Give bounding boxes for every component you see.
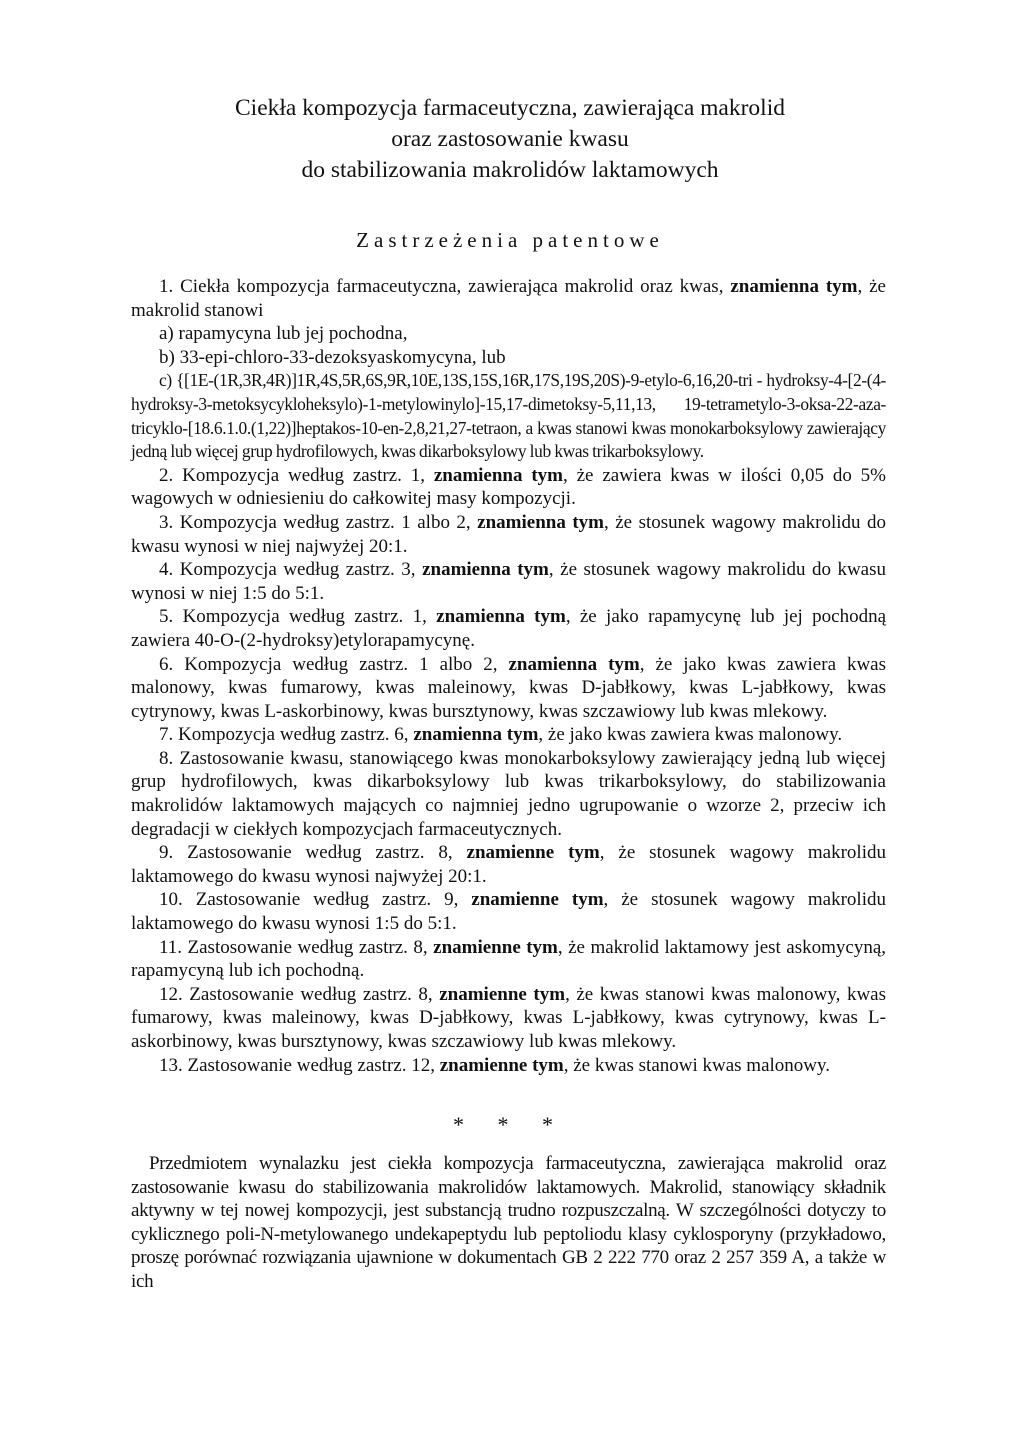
claim-12: 12. Zastosowanie według zastrz. 8, znamienne tym, że kwas stanowi kwas malonowy, kwas fumarowy, kwas maleinowy, kwas D-jabłkowy, kwas L-jabłkowy, kwas cytrynowy, kwas L-askorbinowy, kwas bursztynowy, kwas szczawiowy lub kwas mlekowy.	[131, 983, 886, 1052]
claim-3: 3. Kompozycja według zastrz. 1 albo 2, znamienna tym, że stosunek wagowy makrolidu do kwasu wynosi w niej najwyżej 20:1.	[131, 511, 886, 557]
claim-1-option-a: a) rapamycyna lub jej pochodna,	[159, 323, 408, 345]
title-line-1: Ciekła kompozycja farmaceutyczna, zawierająca makrolid	[234, 95, 785, 121]
claim-11: 11. Zastosowanie według zastrz. 8, znamienne tym, że makrolid laktamowy jest askomycyną, rapamycyną lub ich pochodną.	[131, 936, 887, 982]
title-line-3: do stabilizowania makrolidów laktamowych	[301, 157, 719, 183]
section-separator: * * *	[453, 1112, 567, 1137]
claim-1-option-c: c) {[1E-(1R,3R,4R)]1R,4S,5R,6S,9R,10E,13S,15S,16R,17S,19S,20S)-9-etylo-6,16,20-tri - hydroksy-4-[2-(4-hydroksy-3-metoksycykloheksylo)-1-metylowinylo]-15,17-dimetoksy-5,11,13, 19-tetrametylo-3-oksa-22-aza-tricyklo-[18.6.1.0.(1,22)]heptakos-10-en-2,8,21,27-tetraon, a kwas stanowi kwas monokarboksylowy zawierający jedną lub więcej grup hydrofilowych, kwas dikarboksylowy lub kwas trikarboksylowy.	[131, 370, 886, 462]
description-section	[131, 1152, 886, 1294]
claim-5: 5. Kompozycja według zastrz. 1, znamienna tym, że jako rapamycynę lub jej pochodną zawiera 40-O-(2-hydroksy)etylorapamycynę.	[131, 606, 887, 651]
document-title	[110, 93, 910, 186]
section-heading: Zastrzeżenia patentowe	[356, 228, 664, 252]
claim-6: 6. Kompozycja według zastrz. 1 albo 2, znamienna tym, że jako kwas zawiera kwas malonowy, kwas fumarowy, kwas maleinowy, kwas D-jabłkowy, kwas L-jabłkowy, kwas cytrynowy, kwas L-askorbinowy, kwas bursztynowy, kwas szczawiowy lub kwas mlekowy.	[131, 653, 887, 722]
claims-list	[131, 275, 886, 1077]
claim-7: 7. Kompozycja według zastrz. 6, znamienna tym, że jako kwas zawiera kwas malonowy.	[159, 724, 843, 746]
claim-1-option-b: b) 33-epi-chloro-33-dezoksyaskomycyna, lub	[159, 346, 506, 368]
claim-2: 2. Kompozycja według zastrz. 1, znamienna tym, że zawiera kwas w ilości 0,05 do 5% wagowych w odniesieniu do całkowitej masy kompozycji.	[131, 464, 887, 510]
claim-8: 8. Zastosowanie kwasu, stanowiącego kwas monokarboksylowy zawierający jedną lub więcej grup hydrofilowych, kwas dikarboksylowy lub kwas trikarboksylowy, do stabilizowania makrolidów laktamowych mających co najmniej jedno ugrupowanie o wzorze 2, przeciw ich degradacji w ciekłych kompozycjach farmaceutycznych.	[131, 747, 886, 840]
description-paragraph: Przedmiotem wynalazku jest ciekła kompozycja farmaceutyczna, zawierająca makrolid oraz zastosowanie kwasu do stabilizowania makrolidów laktamowych. Makrolid, stanowiący składnik aktywny w tej nowej kompozycji, jest substancją trudno rozpuszczalną. W szczególności dotyczy to cyklicznego poli-N-metylowanego undekapeptydu lub peptoliodu klasy cyklosporyny (przykładowo, proszę porównać rozwiązania ujawnione w dokumentach GB 2 222 770 oraz 2 257 359 A, a także w ich	[131, 1153, 886, 1292]
claim-1: 1. Ciekła kompozycja farmaceutyczna, zawierająca makrolid oraz kwas, znamienna tym, że makrolid stanowi	[131, 276, 886, 321]
claim-13: 13. Zastosowanie według zastrz. 12, znamienne tym, że kwas stanowi kwas malonowy.	[159, 1054, 831, 1076]
claim-9: 9. Zastosowanie według zastrz. 8, znamienne tym, że stosunek wagowy makrolidu laktamowego do kwasu wynosi najwyżej 20:1.	[131, 842, 886, 887]
title-line-2: oraz zastosowanie kwasu	[391, 126, 629, 152]
claim-10: 10. Zastosowanie według zastrz. 9, znamienne tym, że stosunek wagowy makrolidu laktamowego do kwasu wynosi 1:5 do 5:1.	[131, 889, 886, 935]
claim-4: 4. Kompozycja według zastrz. 3, znamienna tym, że stosunek wagowy makrolidu do kwasu wynosi w niej 1:5 do 5:1.	[131, 559, 887, 604]
